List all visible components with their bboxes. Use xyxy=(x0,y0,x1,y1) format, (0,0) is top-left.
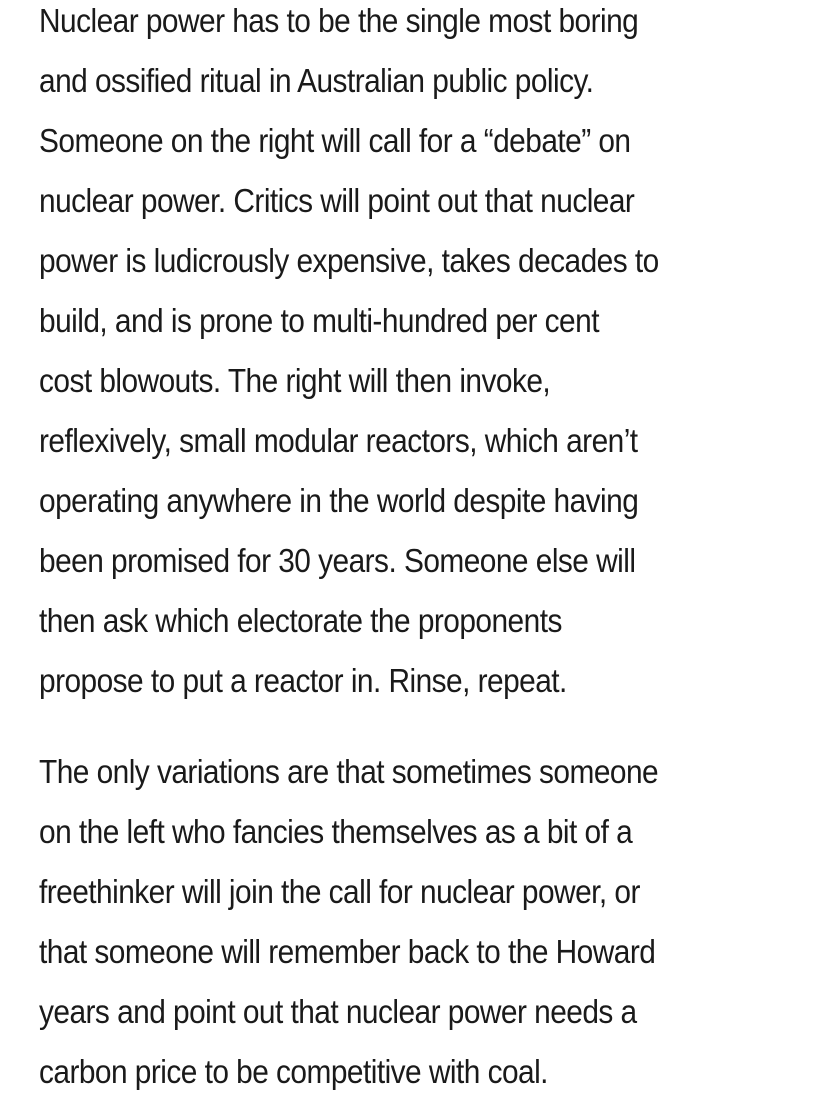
text-line: Nuclear power has to be the single most boring xyxy=(39,2,639,39)
text-line: cost blowouts. The right will then invoke, xyxy=(39,362,551,399)
paragraph-1 xyxy=(39,0,798,711)
text-line: nuclear power. Critics will point out that nuclear xyxy=(39,182,635,219)
text-line: reflexively, small modular reactors, which aren’t xyxy=(39,422,638,459)
text-line: and ossified ritual in Australian public policy. xyxy=(39,62,594,99)
text-line: been promised for 30 years. Someone else will xyxy=(39,542,636,579)
text-line: freethinker will join the call for nuclear power, or xyxy=(39,873,640,910)
paragraph-2 xyxy=(39,742,798,1102)
text-line: carbon price to be competitive with coal. xyxy=(39,1053,548,1090)
text-line: years and point out that nuclear power needs a xyxy=(39,993,637,1030)
text-line: The only variations are that sometimes someone xyxy=(39,753,659,790)
text-line: on the left who fancies themselves as a bit of a xyxy=(39,813,633,850)
text-line: then ask which electorate the proponents xyxy=(39,602,562,639)
text-line: operating anywhere in the world despite having xyxy=(39,482,639,519)
text-line: Someone on the right will call for a “debate” on xyxy=(39,122,631,159)
text-line: that someone will remember back to the Howard xyxy=(39,933,656,970)
text-line: build, and is prone to multi-hundred per cent xyxy=(39,302,599,339)
text-line: propose to put a reactor in. Rinse, repeat. xyxy=(39,662,567,699)
text-line: power is ludicrously expensive, takes decades to xyxy=(39,242,659,279)
